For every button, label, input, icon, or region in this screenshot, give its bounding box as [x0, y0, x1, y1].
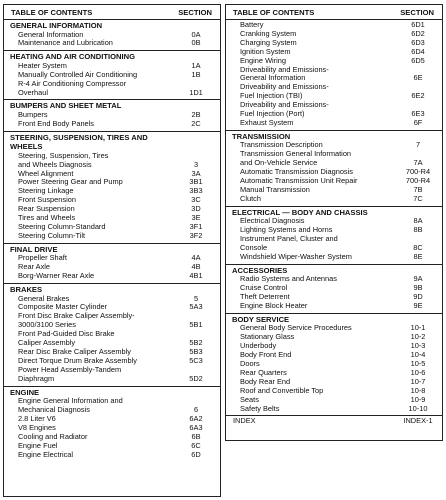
toc-entry	[4, 39, 220, 48]
entry-section-code: 3A	[191, 168, 201, 178]
toc-entry	[226, 195, 442, 204]
entry-section-code: 3D	[191, 204, 201, 214]
entry-section-code: 3C	[191, 195, 201, 205]
section-title: FINAL DRIVE	[10, 244, 58, 254]
entry-section-code: 3B3	[189, 186, 203, 196]
section-title: ENGINE	[10, 387, 40, 397]
section-title: HEATING AND AIR CONDITIONING	[10, 52, 136, 62]
toc-section	[4, 100, 220, 131]
section-title: TRANSMISSION	[232, 131, 291, 141]
entry-name: Body Rear End	[240, 376, 291, 386]
entry-section-code: 8C	[413, 242, 423, 252]
entry-section-code: 2C	[191, 118, 201, 128]
entry-section-code: 700-R4	[405, 176, 431, 185]
entry-name: Rear Suspension	[18, 204, 75, 214]
entry-section-code: 7	[415, 140, 421, 150]
entry-name: Ignition System	[240, 46, 291, 56]
section-title: BRAKES	[10, 285, 43, 295]
toc-header-title: TABLE OF CONTENTS	[233, 8, 315, 17]
entry-name: Clutch	[240, 193, 261, 203]
entry-name: Composite Master Cylinder	[18, 302, 108, 312]
entry-name: Electrical Diagnosis	[240, 216, 305, 226]
entry-section-code: 8B	[413, 225, 423, 235]
entry-name: Engine Fuel	[18, 440, 58, 450]
toc-right-column	[225, 4, 443, 441]
toc-entry	[226, 417, 442, 426]
entry-section-code: 4A	[191, 253, 201, 263]
toc-entry	[226, 405, 442, 414]
entry-section-code: 10-10	[408, 403, 428, 413]
entry-name: Front End Body Panels	[18, 118, 95, 128]
entry-name: Manual Transmission	[240, 184, 310, 194]
entry-section-code: 9A	[413, 274, 423, 284]
entry-name: Steering, Suspension, Tires and Wheels Diagnosis	[18, 150, 109, 169]
entry-name: V8 Engines	[18, 422, 56, 432]
entry-section-code: 4B1	[189, 271, 203, 281]
entry-section-code: 0B	[191, 38, 201, 48]
entry-section-code: 5B3	[189, 346, 203, 356]
entry-name: Charging System	[240, 37, 297, 47]
entry-section-code: 10-1	[410, 323, 426, 333]
entry-name: Heater System	[18, 60, 67, 70]
entry-name: Rear Disc Brake Caliper Assembly	[18, 346, 131, 356]
entry-section-code: 10-6	[410, 367, 426, 377]
toc-header	[4, 5, 220, 20]
toc-header-title: TABLE OF CONTENTS	[11, 8, 93, 17]
entry-name: Engine General Information and Mechanical Diagnosis	[18, 396, 123, 414]
entry-section-code: 5D2	[189, 373, 203, 383]
toc-entry	[226, 66, 442, 84]
entry-section-code: 10-5	[410, 359, 426, 368]
entry-name: Rear Axle	[18, 262, 51, 272]
entry-name: Steering Column-Tilt	[18, 230, 86, 240]
entry-name: Rear Quarters	[240, 367, 287, 377]
entry-name: Engine Wiring	[240, 55, 287, 65]
toc-section	[4, 284, 220, 387]
entry-name: Lighting Systems and Horns	[240, 225, 333, 235]
entry-section-code: 6B	[191, 431, 201, 441]
entry-name: Tires and Wheels	[18, 213, 76, 223]
entry-section-code: 5B1	[189, 320, 203, 330]
entry-section-code: 5A3	[189, 302, 203, 312]
entry-name: Power Head Assembly-Tandem Diaphragm	[18, 364, 122, 383]
entry-section-code: 700-R4	[405, 167, 431, 177]
entry-name: R-4 Air Conditioning Compressor Overhaul	[18, 78, 127, 97]
toc-section	[4, 132, 220, 244]
entry-name: Front Disc Brake Caliper Assembly- 3000/3100 Series	[18, 311, 135, 330]
entry-section-code: 0A	[191, 29, 201, 39]
entry-section-code: 6D5	[411, 55, 425, 65]
entry-section-code: 4B	[191, 262, 201, 272]
section-title: STEERING, SUSPENSION, TIRES AND WHEELS	[10, 132, 148, 152]
entry-section-code: 1D1	[189, 87, 203, 97]
entry-name: Cranking System	[240, 28, 297, 38]
toc-section	[4, 20, 220, 51]
entry-name: 2.8 Liter V6	[18, 413, 56, 423]
entry-name: General Body Service Procedures	[240, 323, 352, 333]
entry-name: Front Suspension	[18, 195, 76, 205]
entry-name: Maintenance and Lubrication	[18, 38, 113, 48]
entry-section-code: 10-9	[410, 394, 426, 404]
entry-name: Battery	[240, 20, 264, 29]
entry-section-code: 3F1	[189, 222, 203, 231]
entry-name: Transmission General Information and On-Vehicle Service	[240, 149, 352, 168]
entry-section-code: 7C	[413, 193, 423, 203]
entry-section-code: 9B	[413, 283, 423, 293]
toc-entry	[4, 366, 220, 384]
entry-name: Cooling and Radiator	[18, 431, 88, 441]
toc-left-column	[3, 4, 221, 497]
entry-section-code: 5C3	[189, 355, 203, 365]
entry-section-code: 6E2	[411, 91, 425, 101]
entry-section-code: 10-3	[410, 341, 426, 351]
entry-name: Safety Belts	[240, 403, 280, 413]
entry-section-code: 5B2	[189, 338, 203, 348]
toc-entry	[4, 152, 220, 170]
toc-section	[226, 207, 442, 265]
entry-name: Underbody	[240, 341, 277, 351]
toc-entry	[4, 451, 220, 460]
entry-name: Steering Column-Standard	[18, 222, 106, 231]
entry-section-code: 9E	[413, 300, 423, 310]
entry-section-code: 1B	[191, 69, 201, 79]
entry-name: General Information	[18, 29, 84, 39]
toc-section	[226, 314, 442, 417]
entry-section-code: 3E	[191, 213, 201, 223]
entry-section-code: 6	[193, 405, 199, 414]
entry-section-code: 8A	[413, 216, 423, 226]
entry-name: Instrument Panel, Cluster and Console	[240, 234, 338, 252]
entry-name: Direct Torque Drum Brake Assembly	[18, 355, 137, 365]
entry-section-code: 8E	[413, 251, 423, 261]
entry-name: Exhaust System	[240, 117, 294, 127]
entry-name: Transmission Description	[240, 140, 323, 150]
entry-name: Driveability and Emissions- Fuel Injection (Port)	[240, 100, 329, 119]
entry-name: General Brakes	[18, 293, 70, 303]
entry-section-code: 5	[193, 293, 199, 303]
entry-name: Cruise Control	[240, 283, 288, 293]
entry-name: Windshield Wiper-Washer System	[240, 251, 352, 261]
entry-name: Borg-Warner Rear Axle	[18, 271, 95, 281]
entry-section-code: 6D1	[411, 20, 425, 29]
entry-name: Engine Electrical	[18, 449, 74, 459]
entry-name: Doors	[240, 359, 260, 368]
entry-section-code: 6D2	[411, 28, 425, 38]
toc-entry	[4, 272, 220, 281]
entry-section-code: 10-8	[410, 385, 426, 395]
entry-name: Seats	[240, 394, 259, 404]
entry-name: Bumpers	[18, 109, 48, 119]
toc-section	[4, 51, 220, 100]
entry-section-code: 1A	[191, 60, 201, 70]
entry-section-code: 6D3	[411, 37, 425, 47]
entry-section-code: 6F	[413, 117, 423, 127]
entry-name: Driveability and Emissions- Fuel Injection (TBI)	[240, 82, 329, 101]
toc-entry	[226, 83, 442, 101]
toc-entry	[4, 80, 220, 98]
toc-entry	[226, 235, 442, 253]
toc-entry	[4, 312, 220, 330]
entry-section-code: 6D4	[411, 46, 425, 56]
toc-entry	[4, 397, 220, 415]
toc-header-section: SECTION	[400, 8, 434, 17]
section-title: ELECTRICAL — BODY AND CHASSIS	[232, 207, 368, 217]
entry-section-code: 6A3	[189, 422, 203, 432]
entry-section-code: 6C	[191, 440, 201, 450]
toc-entry	[226, 302, 442, 311]
entry-section-code: 3	[193, 159, 199, 169]
entry-section-code: 10-2	[410, 332, 426, 342]
toc-entry	[226, 150, 442, 168]
entry-name: Body Front End	[240, 350, 292, 360]
toc-section	[4, 387, 220, 462]
entry-section-code: 6E	[413, 73, 423, 83]
toc-entry	[226, 119, 442, 128]
toc-section	[226, 416, 442, 428]
entry-name: Stationary Glass	[240, 332, 295, 342]
section-title: BODY SERVICE	[232, 314, 290, 324]
toc-entry	[4, 232, 220, 241]
entry-section-code: 3B1	[189, 177, 203, 187]
entry-section-code: 9D	[413, 292, 423, 302]
entry-section-code: INDEX-1	[403, 416, 433, 426]
entry-section-code: 10-7	[410, 376, 426, 386]
entry-name: Roof and Convertible Top	[240, 385, 324, 395]
toc-header-section: SECTION	[178, 8, 212, 17]
toc-entry	[226, 253, 442, 262]
entry-name: Automatic Transmission Diagnosis	[240, 167, 353, 177]
entry-name: Driveability and Emissions- General Information	[240, 64, 329, 83]
entry-section-code: 6A2	[189, 413, 203, 423]
section-title: ACCESSORIES	[232, 265, 288, 275]
entry-section-code: 6E3	[411, 109, 425, 119]
toc-section	[226, 265, 442, 314]
entry-section-code: 6D	[191, 449, 201, 459]
section-title: BUMPERS AND SHEET METAL	[10, 101, 122, 111]
entry-name: INDEX	[233, 416, 256, 426]
entry-name: Front Pad-Guided Disc Brake Caliper Assembly	[18, 329, 115, 348]
section-title: GENERAL INFORMATION	[10, 21, 103, 30]
entry-section-code: 3F2	[189, 230, 203, 240]
entry-section-code: 7B	[413, 184, 423, 194]
entry-name: Radio Systems and Antennas	[240, 274, 337, 284]
toc-right-body	[226, 20, 442, 428]
toc-entry	[4, 330, 220, 348]
toc-left-body	[4, 20, 220, 461]
entry-section-code: 10-4	[410, 350, 426, 360]
entry-section-code: 2B	[191, 109, 201, 119]
toc-section	[226, 131, 442, 207]
toc-section	[4, 244, 220, 284]
entry-name: Engine Block Heater	[240, 300, 308, 310]
entry-name: Steering Linkage	[18, 186, 74, 196]
entry-name: Automatic Transmission Unit Repair	[240, 176, 358, 185]
entry-name: Propeller Shaft	[18, 253, 67, 263]
entry-name: Manually Controlled Air Conditioning	[18, 69, 138, 79]
toc-entry	[4, 120, 220, 129]
entry-section-code: 7A	[413, 158, 423, 168]
entry-name: Power Steering Gear and Pump	[18, 177, 123, 187]
toc-section	[226, 20, 442, 131]
toc-header	[226, 5, 442, 20]
entry-name: Wheel Alignment	[18, 168, 74, 178]
toc-entry	[226, 101, 442, 119]
entry-name: Theft Deterrent	[240, 292, 290, 302]
